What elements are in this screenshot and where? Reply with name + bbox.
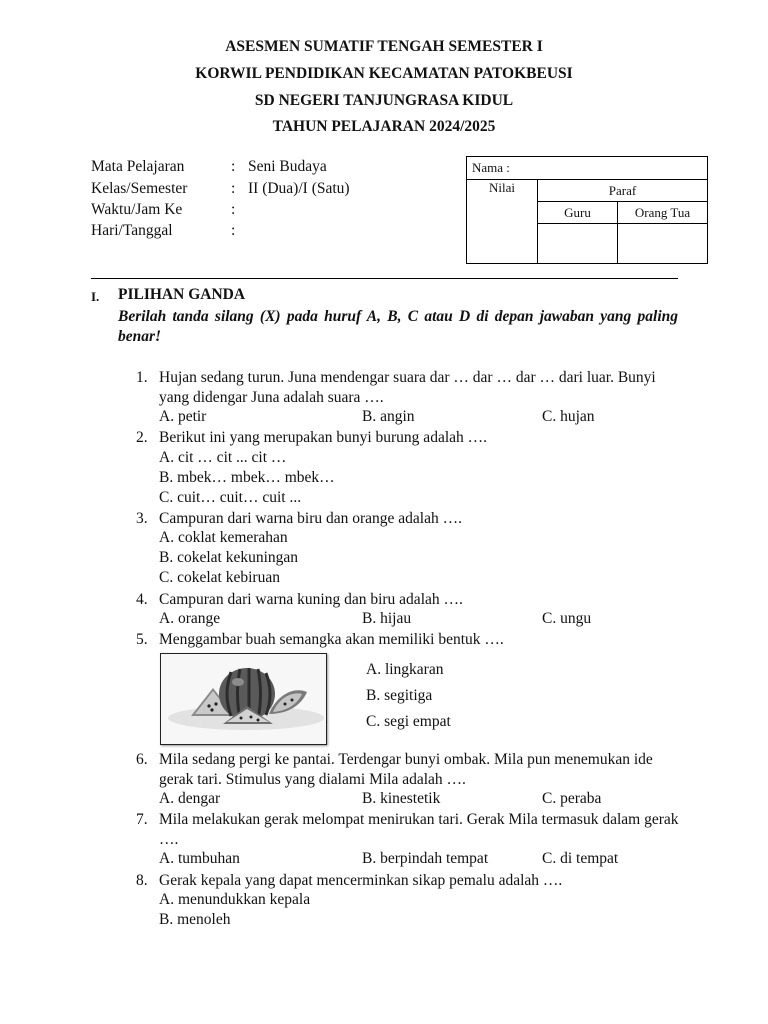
question-number: 8. (136, 872, 148, 889)
grade-table (466, 156, 708, 264)
option-b[interactable]: B. segitiga (366, 687, 433, 704)
question-text: Mila melakukan gerak melompat menirukan tari. Gerak Mila termasuk dalam gerak …. (159, 811, 679, 848)
guru-signature-cell[interactable] (538, 224, 618, 264)
paraf-label: Paraf (538, 180, 708, 202)
option-a[interactable]: A. tumbuhan (159, 850, 240, 867)
option-c[interactable]: C. cuit… cuit… cuit ... (159, 489, 302, 506)
question-number: 7. (136, 811, 148, 828)
question-text: Berikut ini yang merupakan bunyi burung adalah …. (159, 429, 488, 446)
section-title: PILIHAN GANDA (118, 286, 246, 303)
nilai-cell (467, 180, 538, 264)
question-text: Hujan sedang turun. Juna mendengar suara dar … dar … dar … dari luar. Bunyi yang didengar Juna adalah suara …. (159, 369, 656, 406)
option-b[interactable]: B. hijau (362, 610, 412, 627)
info-colon: : (231, 222, 236, 239)
question-text: Menggambar buah semangka akan memiliki bentuk …. (159, 631, 504, 648)
header-title-2: KORWIL PENDIDIKAN KECAMATAN PATOKBEUSI (195, 65, 573, 82)
name-field[interactable]: Nama : (467, 157, 708, 180)
option-c[interactable]: C. peraba (542, 790, 602, 807)
question-text: Gerak kepala yang dapat mencerminkan sikap pemalu adalah …. (159, 872, 563, 889)
option-c[interactable]: C. ungu (542, 610, 592, 627)
option-a[interactable]: A. orange (159, 610, 221, 627)
question-text: Campuran dari warna biru dan orange adalah …. (159, 510, 462, 527)
header-title-4: TAHUN PELAJARAN 2024/2025 (272, 118, 496, 135)
option-c[interactable]: C. di tempat (542, 850, 619, 867)
option-b[interactable]: B. menoleh (159, 911, 231, 928)
question-number: 5. (136, 631, 148, 648)
info-colon: : (231, 180, 236, 197)
question-number: 2. (136, 429, 148, 446)
info-label: Waktu/Jam Ke (91, 201, 183, 218)
option-a[interactable]: A. dengar (159, 790, 221, 807)
orang-tua-label: Orang Tua (618, 202, 708, 224)
info-value: Seni Budaya (248, 158, 327, 175)
option-b[interactable]: B. berpindah tempat (362, 850, 489, 867)
option-b[interactable]: B. mbek… mbek… mbek… (159, 469, 335, 486)
divider-line (91, 278, 678, 279)
info-colon: : (231, 158, 236, 175)
option-a[interactable]: A. coklat kemerahan (159, 529, 288, 546)
question-number: 1. (136, 369, 148, 386)
option-a[interactable]: A. lingkaran (366, 661, 444, 678)
nilai-label: Nilai (489, 180, 515, 195)
option-c[interactable]: C. hujan (542, 408, 595, 425)
section-instruction: Berilah tanda silang (X) pada huruf A, B, C atau D di depan jawaban yang paling benar! (118, 308, 678, 345)
question-text: Campuran dari warna kuning dan biru adalah …. (159, 591, 463, 608)
option-a[interactable]: A. petir (159, 408, 207, 425)
guru-label: Guru (538, 202, 618, 224)
info-label: Kelas/Semester (91, 180, 188, 197)
option-a[interactable]: A. cit … cit ... cit … (159, 449, 287, 466)
header-title-1: ASESMEN SUMATIF TENGAH SEMESTER I (225, 38, 543, 55)
header-title-3: SD NEGERI TANJUNGRASA KIDUL (254, 92, 514, 109)
watermelon-image (160, 653, 327, 745)
info-value: II (Dua)/I (Satu) (248, 180, 350, 197)
option-b[interactable]: B. angin (362, 408, 415, 425)
watermelon-illustration (161, 654, 326, 744)
info-label: Hari/Tanggal (91, 222, 173, 239)
question-number: 4. (136, 591, 148, 608)
option-b[interactable]: B. cokelat kekuningan (159, 549, 299, 566)
question-number: 3. (136, 510, 148, 527)
option-c[interactable]: C. segi empat (366, 713, 451, 730)
orang-tua-signature-cell[interactable] (618, 224, 708, 264)
option-a[interactable]: A. menundukkan kepala (159, 891, 311, 908)
info-colon: : (231, 201, 236, 218)
question-number: 6. (136, 751, 148, 768)
option-b[interactable]: B. kinestetik (362, 790, 441, 807)
option-c[interactable]: C. cokelat kebiruan (159, 569, 280, 586)
section-number: I. (91, 289, 100, 304)
question-text: Mila sedang pergi ke pantai. Terdengar bunyi ombak. Mila pun menemukan ide gerak tari. Stimulus yang dialami Mila adalah …. (159, 751, 653, 788)
info-label: Mata Pelajaran (91, 158, 185, 175)
